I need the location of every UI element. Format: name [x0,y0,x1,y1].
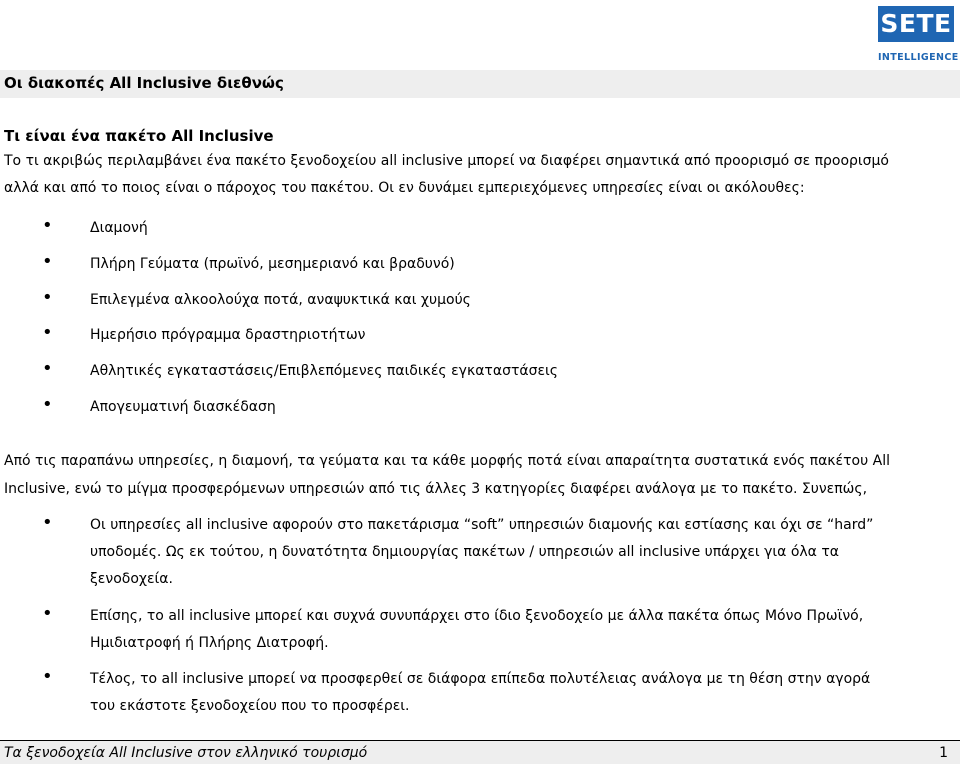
bullet-icon: • [42,394,53,415]
list-item-text: Αθλητικές εγκαταστάσεις/Επιβλεπόμενες παιδικές εγκαταστάσεις [90,363,559,379]
logo-brand: SETE [878,6,954,42]
list-item-line: Τέλος, το all inclusive μπορεί να προσφερθεί σε διάφορα επίπεδα πολυτέλειας ανάλογα με τη θέση στην αγορά [90,671,871,687]
list-item-text: Ημερήσιο πρόγραμμα δραστηριοτήτων [90,327,366,343]
sete-logo [878,6,959,64]
list-item-line: Επίσης, το all inclusive μπορεί και συχνά συνυπάρχει στο ίδιο ξενοδοχείο με άλλα πακέτα όπως Μόνο Πρωϊνό, [90,608,864,624]
list-item-line: του εκάστοτε ξενοδοχείου που το προσφέρει. [90,698,410,714]
body-line-1: Από τις παραπάνω υπηρεσίες, η διαμονή, τα γεύματα και τα κάθε μορφής ποτά είναι απαραίτητα συστατικά ενός πακέτου All [4,453,891,469]
list-item-text: Επιλεγμένα αλκοολούχα ποτά, αναψυκτικά και χυμούς [90,292,471,308]
bullet-icon: • [42,251,53,272]
footer-divider [0,740,960,741]
list-item-text: Απογευματινή διασκέδαση [90,399,276,415]
list-item-line: ξενοδοχεία. [90,571,173,587]
intro-line-1: Το τι ακριβώς περιλαμβάνει ένα πακέτο ξενοδοχείου all inclusive μπορεί να διαφέρει σημαντικά από προορισμό σε προορισμό [4,153,890,169]
section-heading: Τι είναι ένα πακέτο All Inclusive [4,127,274,145]
bullet-icon: • [42,215,53,236]
bullet-icon: • [42,512,53,533]
bullet-icon: • [42,603,53,624]
page-number: 1 [939,745,948,761]
list-item-text: Πλήρη Γεύματα (πρωϊνό, μεσημεριανό και βραδυνό) [90,256,455,272]
list-item-line: υποδομές. Ως εκ τούτου, η δυνατότητα δημιουργίας πακέτων / υπηρεσιών all inclusive υπάρχει για όλα τα [90,544,839,560]
list-item-text: Διαμονή [90,220,148,236]
bullet-icon: • [42,287,53,308]
list-item-line: Ημιδιατροφή ή Πλήρης Διατροφή. [90,635,329,651]
body-line-2: Inclusive, ενώ το μίγμα προσφερόμενων υπηρεσιών από τις άλλες 3 κατηγορίες διαφέρει ανάλογα με το πακέτο. Συνεπώς, [4,481,868,497]
list-item-line: Οι υπηρεσίες all inclusive αφορούν στο πακετάρισμα “soft” υπηρεσιών διαμονής και εστίασης και όχι σε “hard” [90,517,874,533]
page-title: Οι διακοπές All Inclusive διεθνώς [4,74,284,92]
bullet-icon: • [42,666,53,687]
intro-line-2: αλλά και από το ποιος είναι ο πάροχος του πακέτου. Οι εν δυνάμει εμπεριεχόμενες υπηρεσίες είναι οι ακόλουθες: [4,180,805,196]
bullet-icon: • [42,358,53,379]
footer-title: Τα ξενοδοχεία All Inclusive στον ελληνικό τουρισμό [4,745,368,761]
bullet-icon: • [42,322,53,343]
logo-subtitle: INTELLIGENCE [878,52,959,63]
